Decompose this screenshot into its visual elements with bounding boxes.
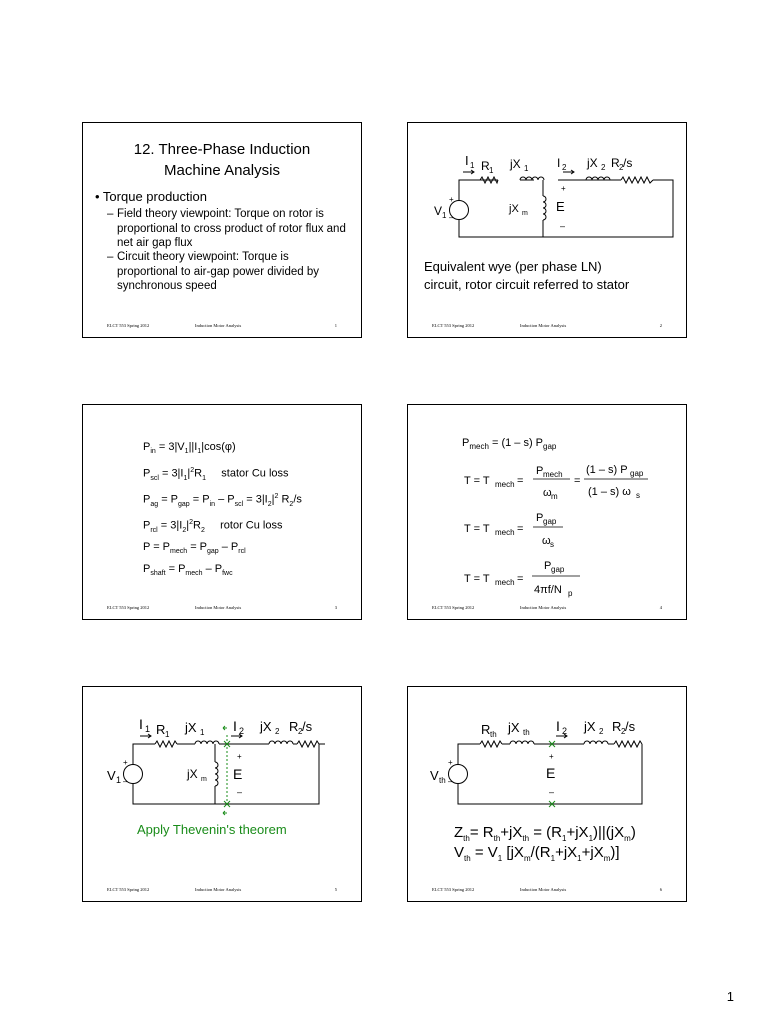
slide-footer: ELCT 553 Spring 2012 Induction Motor Analysis 3: [107, 605, 337, 610]
svg-text:R: R: [611, 156, 620, 170]
svg-text:I: I: [556, 718, 560, 734]
svg-text:1: 1: [524, 164, 529, 173]
svg-text:/s: /s: [625, 719, 636, 734]
equation-v-th: $V_{th} = V_1$ $[jX_m/(R_1+jX_1+jX_m)]$: [454, 844, 620, 863]
svg-text:–: –: [549, 787, 555, 797]
svg-text:th: th: [490, 730, 497, 739]
slide-title: 12. Three-Phase Induction Machine Analysis: [133, 141, 311, 179]
svg-text:P: P: [536, 465, 544, 477]
equation-p-ag: $P_{ag} = P_{gap} = P_{in} - P_{scl} = 3|I_2|^2$ $R_2/s$: [143, 493, 302, 508]
svg-text:I: I: [465, 153, 469, 168]
svg-text:R: R: [612, 719, 622, 734]
slide-1: [82, 122, 362, 338]
svg-text:jX: jX: [587, 156, 598, 170]
svg-text:V: V: [434, 204, 443, 218]
thevenin-equivalent-diagram: [408, 687, 688, 817]
svg-text:2: 2: [239, 726, 245, 736]
svg-text:=: =: [517, 475, 524, 487]
svg-text:2: 2: [562, 163, 567, 172]
svg-text:gap: gap: [630, 469, 644, 478]
svg-text:E: E: [233, 766, 243, 782]
slide-footer: ELCT 553 Spring 2012 Induction Motor Analysis 2: [432, 323, 662, 328]
equation-p-shaft: $P_{shaft} = P_{mech} - P_{fwc}$: [143, 563, 233, 578]
svg-text:R: R: [289, 719, 299, 734]
svg-text:+: +: [449, 195, 454, 204]
svg-text:=: =: [517, 523, 524, 535]
equation-p-rcl: $P_{rcl} = 3|I_2|^2R_2$ rotor Cu loss: [143, 519, 283, 534]
svg-text:m: m: [522, 210, 528, 217]
slide-2: [407, 122, 687, 338]
svg-text:1: 1: [165, 730, 170, 739]
svg-text:–: –: [123, 777, 128, 786]
svg-text:–: –: [449, 213, 454, 222]
slide-footer: ELCT 553 Spring 2012 Induction Motor Analysis 4: [432, 605, 662, 610]
sub-bullet-field-theory: – Field theory viewpoint: Torque on rotor is proportional to cross product of rotor flux and net air gap flux: [107, 208, 346, 249]
svg-text:(1 – s) ω: (1 – s) ω: [588, 486, 631, 498]
page-number: 1: [726, 989, 734, 1004]
svg-text:R: R: [156, 722, 166, 737]
svg-text:(1 – s) P: (1 – s) P: [586, 464, 628, 476]
svg-text:1: 1: [442, 211, 447, 220]
svg-text:s: s: [550, 540, 554, 549]
svg-text:ω: ω: [543, 487, 552, 499]
svg-text:2: 2: [599, 727, 604, 736]
svg-text:s: s: [636, 491, 640, 500]
equivalent-circuit-diagram: [408, 123, 688, 253]
svg-text:/s: /s: [623, 156, 633, 170]
svg-text:–: –: [560, 221, 566, 231]
svg-text:T = T: T = T: [464, 573, 490, 585]
svg-text:R: R: [481, 159, 490, 173]
slide-6: [407, 686, 687, 902]
svg-text:=: =: [574, 475, 581, 487]
svg-text:m: m: [551, 492, 558, 501]
svg-text:2: 2: [619, 163, 624, 172]
sub-bullet-circuit-theory: – Circuit theory viewpoint: Torque is proportional to air-gap power divided by synchronous speed: [107, 251, 320, 292]
svg-text:P: P: [544, 560, 552, 572]
equation-p: $P = P_{mech} = P_{gap} - P_{rcl}$: [143, 541, 246, 556]
svg-text:R: R: [481, 722, 491, 737]
circuit-caption: Equivalent wye (per phase LN) circuit, rotor circuit referred to stator: [424, 259, 630, 292]
svg-text:+: +: [448, 758, 453, 767]
slide-4: [407, 404, 687, 620]
bullet-torque-production: • Torque production: [95, 189, 207, 204]
svg-text:jX: jX: [187, 767, 198, 781]
svg-text:m: m: [201, 776, 207, 783]
svg-text:gap: gap: [543, 517, 557, 526]
svg-text:V: V: [430, 768, 439, 783]
slide-footer: ELCT 553 Spring 2012 Induction Motor Analysis 5: [107, 887, 337, 892]
slide-5: [82, 686, 362, 902]
svg-text:ω: ω: [542, 535, 551, 547]
svg-text:–: –: [448, 777, 453, 786]
equation-p-scl: $P_{scl} = 3|I_1|^2R_1$ stator Cu loss: [143, 467, 289, 482]
svg-text:th: th: [439, 776, 446, 785]
svg-text:mech: mech: [495, 578, 515, 587]
svg-text:I: I: [557, 156, 561, 170]
svg-text:1: 1: [489, 166, 494, 175]
slide-footer: ELCT 553 Spring 2012 Induction Motor Analysis 6: [432, 887, 662, 892]
svg-text:th: th: [523, 728, 530, 737]
svg-text:jX: jX: [510, 157, 521, 171]
svg-text:2: 2: [298, 727, 303, 736]
slide-footer: ELCT 553 Spring 2012 Induction Motor Analysis 1: [107, 323, 337, 328]
svg-text:jX: jX: [584, 719, 596, 734]
svg-text:+: +: [561, 184, 566, 193]
svg-text:T = T: T = T: [464, 475, 490, 487]
svg-text:T = T: T = T: [464, 523, 490, 535]
svg-text:4πf/N: 4πf/N: [534, 584, 562, 596]
svg-text:mech: mech: [543, 470, 563, 479]
svg-text:P: P: [536, 512, 544, 524]
slide-3: [82, 404, 362, 620]
svg-text:jX: jX: [185, 720, 197, 735]
svg-text:+: +: [123, 758, 128, 767]
svg-text:=: =: [517, 573, 524, 585]
svg-text:jX: jX: [508, 720, 520, 735]
svg-text:jX: jX: [260, 719, 272, 734]
svg-text:+: +: [549, 752, 554, 761]
svg-text:E: E: [546, 765, 556, 781]
svg-text:2: 2: [275, 727, 280, 736]
svg-text:/s: /s: [302, 719, 313, 734]
thevenin-circuit-diagram: [83, 687, 363, 817]
svg-text:1: 1: [116, 775, 122, 785]
equation-p-mech: $P_{mech} = (1 - s)$ $P_{gap}$: [462, 437, 557, 452]
svg-text:V: V: [107, 768, 116, 783]
svg-text:–: –: [237, 787, 243, 797]
svg-text:E: E: [556, 199, 565, 214]
torque-equations: [408, 459, 688, 609]
equation-z-th: $Z_{th}= R_{th}+jX_{th} = (R_1+jX_1)||(jX_m)$: [454, 824, 636, 843]
svg-text:1: 1: [145, 724, 151, 734]
svg-text:2: 2: [562, 726, 568, 736]
svg-text:2: 2: [621, 727, 626, 736]
svg-text:p: p: [568, 589, 573, 598]
equation-p-in: $P_{in} = 3|V_1||I_1|\cos(\varphi)$: [143, 441, 236, 456]
svg-text:mech: mech: [495, 480, 515, 489]
svg-text:I: I: [139, 716, 143, 732]
svg-text:2: 2: [601, 163, 606, 172]
thevenin-caption: Apply Thevenin's theorem: [137, 822, 287, 837]
svg-text:gap: gap: [551, 565, 565, 574]
svg-text:1: 1: [470, 161, 475, 170]
svg-text:1: 1: [200, 728, 205, 737]
svg-text:jX: jX: [509, 203, 519, 215]
svg-text:+: +: [237, 752, 242, 761]
svg-text:I: I: [233, 718, 237, 734]
svg-text:mech: mech: [495, 528, 515, 537]
